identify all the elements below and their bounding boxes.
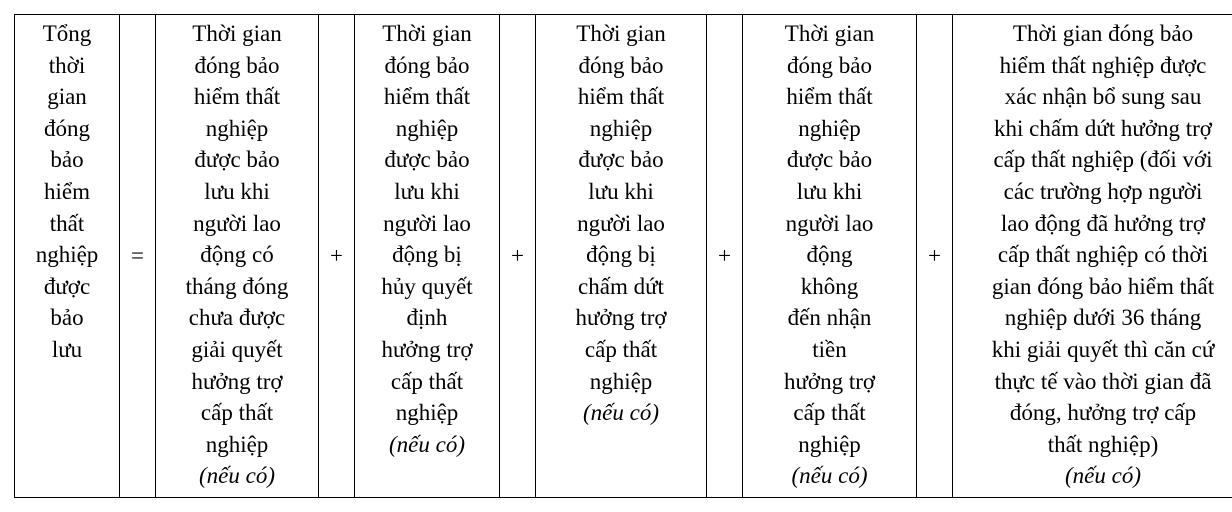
term-5-note: (nếu có) bbox=[1065, 463, 1141, 489]
total-term-cell bbox=[15, 15, 120, 498]
term-5-cell bbox=[953, 15, 1232, 498]
term-2-text: Thời gian đóng bảo hiểm thất nghiệp được bảo lưu khi người lao động bị hủy quyết định hưởng trợ cấp thất nghiệp (nếu có) bbox=[359, 18, 495, 460]
term-4-cell bbox=[743, 15, 917, 498]
plus-sign-2: + bbox=[500, 15, 536, 498]
formula-table bbox=[14, 14, 1232, 498]
total-term-text: Tổng thời gian đóng bảo hiểm thất nghiệp được bảo lưu bbox=[35, 21, 99, 362]
plus-sign-4: + bbox=[917, 15, 953, 498]
plus-sign-3: + bbox=[707, 15, 743, 498]
term-2-note: (nếu có) bbox=[389, 431, 465, 457]
term-1-text: Thời gian đóng bảo hiểm thất nghiệp được bảo lưu khi người lao động có tháng đóng chưa được giải quyết hưởng trợ cấp thất nghiệp (nếu có) bbox=[160, 18, 314, 492]
term-1-note: (nếu có) bbox=[199, 463, 275, 489]
term-3-text: Thời gian đóng bảo hiểm thất nghiệp được bảo lưu khi người lao động bị chấm dứt hưởng trợ cấp thất nghiệp (nếu có) bbox=[540, 18, 702, 429]
term-4-note: (nếu có) bbox=[791, 463, 868, 489]
term-3-note: (nếu có) bbox=[583, 400, 659, 426]
plus-sign-1: + bbox=[319, 15, 355, 498]
equals-sign: = bbox=[120, 15, 156, 498]
term-4-text: Thời gian đóng bảo hiểm thất nghiệp được bảo lưu khi người lao động không đến nhận tiền hưởng trợ cấp thất nghiệp (nếu có) bbox=[747, 18, 912, 492]
term-2-cell bbox=[355, 15, 500, 498]
term-1-cell bbox=[156, 15, 319, 498]
term-3-cell bbox=[536, 15, 707, 498]
term-5-text: Thời gian đóng bảo hiểm thất nghiệp được xác nhận bổ sung sau khi chấm dứt hưởng trợ cấp thất nghiệp (đối với các trường hợp người lao động đã hưởng trợ cấp thất nghiệp có thời gian đóng bảo hiểm thất nghiệp dưới 36 tháng khi giải quyết thì căn cứ thực tế vào thời gian đã đóng, hưởng trợ cấp thất nghiệp) (nếu có) bbox=[957, 18, 1232, 492]
